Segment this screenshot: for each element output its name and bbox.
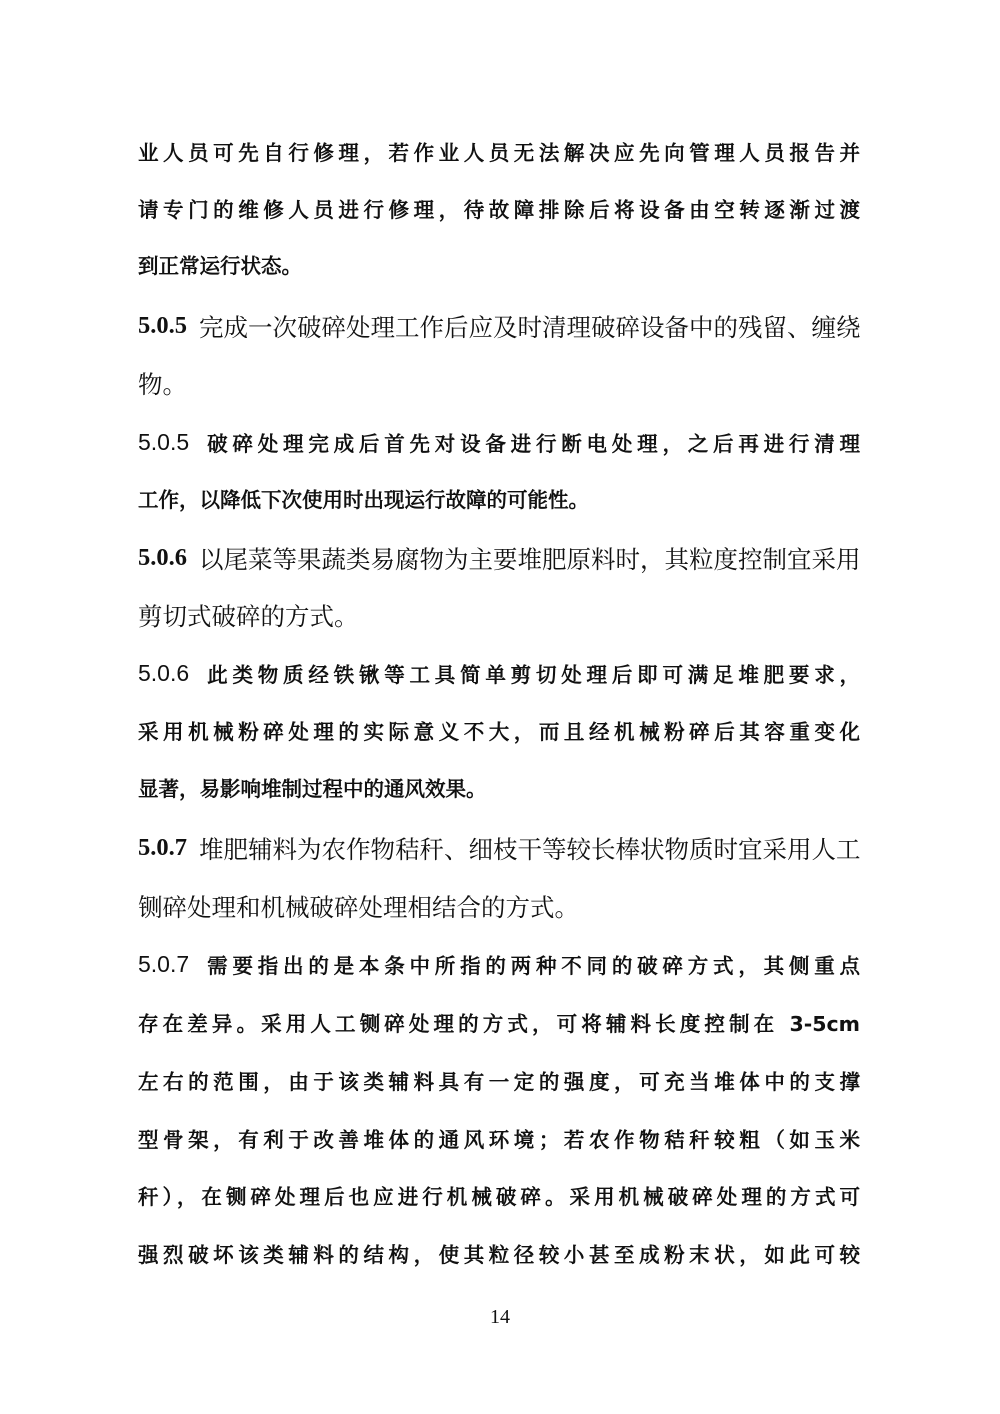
line-text: 剪切式破碎的方式。 bbox=[138, 603, 359, 631]
text-line bbox=[138, 653, 860, 693]
clause-number: 5.0.7 bbox=[138, 834, 187, 861]
line-text: 以尾菜等果蔬类易腐物为主要堆肥原料时，其粒度控制宜采用 bbox=[199, 546, 861, 574]
text-line bbox=[138, 828, 860, 868]
text-line bbox=[138, 944, 860, 984]
line-text: 需要指出的是本条中所指的两种不同的破碎方式，其侧重点 bbox=[207, 954, 860, 978]
text-line bbox=[138, 1175, 860, 1215]
text-line bbox=[138, 478, 860, 518]
line-text: 铡碎处理和机械破碎处理相结合的方式。 bbox=[138, 894, 579, 922]
line-text: 物。 bbox=[138, 371, 187, 399]
text-line bbox=[138, 767, 860, 807]
text-line bbox=[138, 1060, 860, 1100]
text-line bbox=[138, 422, 860, 462]
clause-number: 5.0.5 bbox=[138, 428, 190, 455]
line-text: 采用机械粉碎处理的实际意义不大，而且经机械粉碎后其容重变化 bbox=[138, 720, 860, 744]
line-text: 强烈破坏该类辅料的结构，使其粒径较小甚至成粉末状，如此可较 bbox=[138, 1243, 860, 1267]
line-text: 显著，易影响堆制过程中的通风效果。 bbox=[138, 777, 487, 801]
line-text: 到正常运行状态。 bbox=[138, 254, 302, 278]
clause-number: 5.0.6 bbox=[138, 659, 190, 686]
text-line bbox=[138, 1002, 860, 1042]
clause-number: 5.0.6 bbox=[138, 544, 187, 571]
text-line bbox=[138, 1118, 860, 1158]
text-line bbox=[138, 886, 860, 926]
text-line bbox=[138, 306, 860, 346]
text-line bbox=[138, 595, 860, 635]
line-text: 存在差异。采用人工铡碎处理的方式，可将辅料长度控制在 3-5cm bbox=[138, 1012, 860, 1036]
text-line bbox=[138, 710, 860, 750]
text-line bbox=[138, 1233, 860, 1273]
line-text: 完成一次破碎处理工作后应及时清理破碎设备中的残留、缠绕 bbox=[199, 314, 861, 342]
clause-number: 5.0.7 bbox=[138, 950, 190, 977]
text-line bbox=[138, 538, 860, 578]
text-line bbox=[138, 244, 860, 284]
line-text: 此类物质经铁锹等工具简单剪切处理后即可满足堆肥要求， bbox=[207, 663, 860, 687]
text-line bbox=[138, 131, 860, 171]
line-text: 破碎处理完成后首先对设备进行断电处理，之后再进行清理 bbox=[207, 432, 860, 456]
line-text: 请专门的维修人员进行修理，待故障排除后将设备由空转逐渐过渡 bbox=[138, 198, 860, 222]
page-number: 14 bbox=[490, 1306, 510, 1328]
line-text: 工作，以降低下次使用时出现运行故障的可能性。 bbox=[138, 488, 589, 512]
line-text: 业人员可先自行修理，若作业人员无法解决应先向管理人员报告并 bbox=[138, 141, 860, 165]
line-text: 堆肥辅料为农作物秸秆、细枝干等较长棒状物质时宜采用人工 bbox=[199, 836, 861, 864]
line-text: 型骨架，有利于改善堆体的通风环境；若农作物秸秆较粗（如玉米 bbox=[138, 1128, 860, 1152]
text-line bbox=[138, 188, 860, 228]
line-text: 秆），在铡碎处理后也应进行机械破碎。采用机械破碎处理的方式可 bbox=[138, 1185, 860, 1209]
clause-number: 5.0.5 bbox=[138, 312, 187, 339]
text-line bbox=[138, 363, 860, 403]
line-text: 左右的范围，由于该类辅料具有一定的强度，可充当堆体中的支撑 bbox=[138, 1070, 860, 1094]
